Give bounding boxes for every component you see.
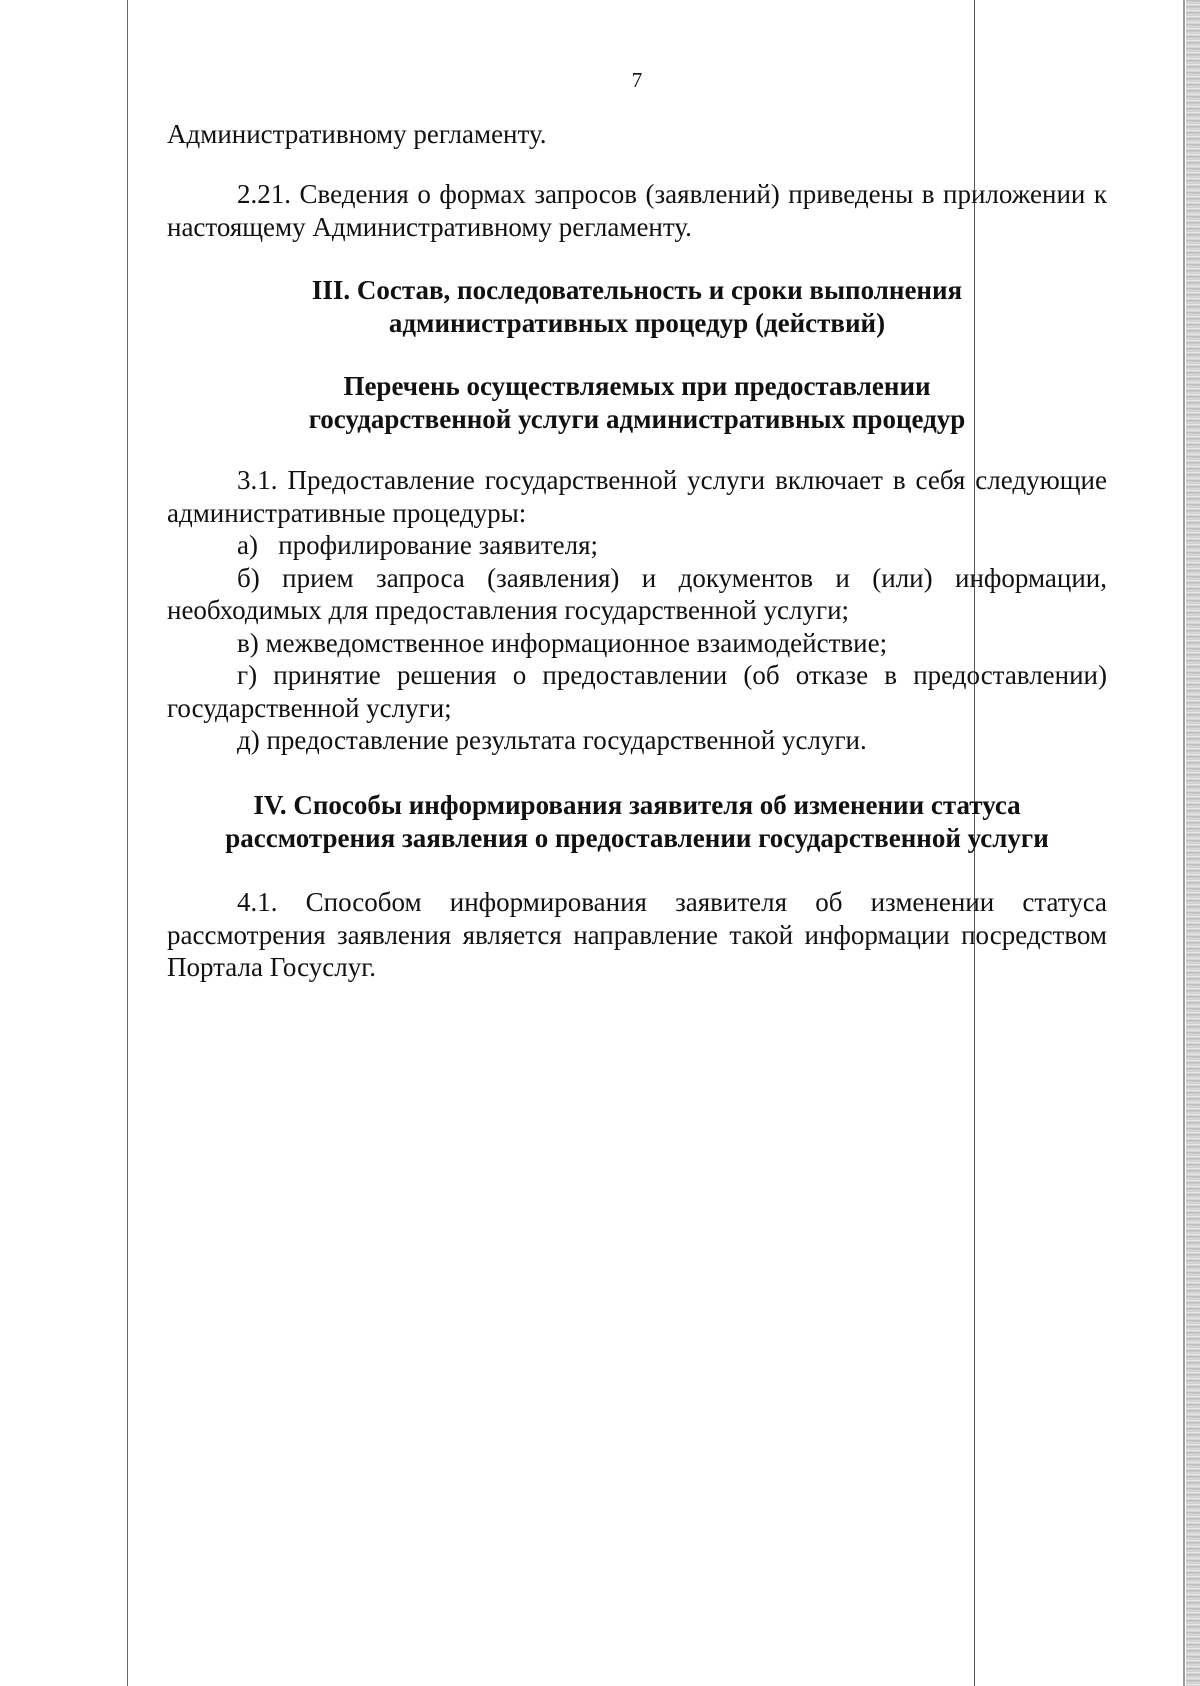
section-4-title-line2: рассмотрения заявления о предоставлении государственной услуги — [225, 823, 1049, 853]
procedure-item-a: а) профилирование заявителя; — [237, 530, 598, 560]
section-3-title-line2: административных процедур (действий) — [388, 308, 886, 338]
section-3-subheading — [167, 370, 1107, 436]
section-4-body — [167, 886, 1107, 984]
procedure-item-v: в) межведомственное информационное взаимодействие; — [237, 627, 888, 658]
procedure-item-d: д) предоставление результата государственной услуги. — [237, 725, 867, 755]
paragraph-4-1: 4.1. Способом информирования заявителя об изменении статуса рассмотрения заявления является направление такой информации посредством Портала Госуслуг. — [167, 887, 1107, 982]
section-3-title-line1: III. Состав, последовательность и сроки выполнения — [311, 275, 963, 305]
procedure-item-b: б) прием запроса (заявления) и документов и (или) информации, необходимых для предоставления государственной услуги; — [167, 562, 1107, 625]
paragraph-2-21: 2.21. Сведения о формах запросов (заявлений) приведены в приложении к настоящему Административному регламенту. — [167, 179, 1107, 242]
scan-page-edge — [1186, 0, 1200, 1686]
section-3-body — [167, 464, 1107, 757]
continuation-text: Административному регламенту. — [167, 119, 547, 149]
section-4-title-line1: IV. Способы информирования заявителя об изменении статуса — [253, 790, 1021, 820]
section-3-subtitle-line1: Перечень осуществляемых при предоставлении — [343, 371, 931, 401]
scan-border-left — [127, 0, 128, 1686]
continuation-block — [167, 118, 1107, 151]
section-3-heading — [167, 274, 1107, 340]
section-4-heading — [167, 789, 1107, 855]
section-2-21 — [167, 178, 1107, 243]
paragraph-3-1: 3.1. Предоставление государственной услуги включает в себя следующие административные процедуры: — [167, 465, 1107, 528]
page-number: 7 — [631, 68, 643, 92]
procedure-item-g: г) принятие решения о предоставлении (об отказе в предоставлении) государственной услуги; — [167, 660, 1107, 723]
section-3-subtitle-line2: государственной услуги административных процедур — [308, 404, 966, 434]
